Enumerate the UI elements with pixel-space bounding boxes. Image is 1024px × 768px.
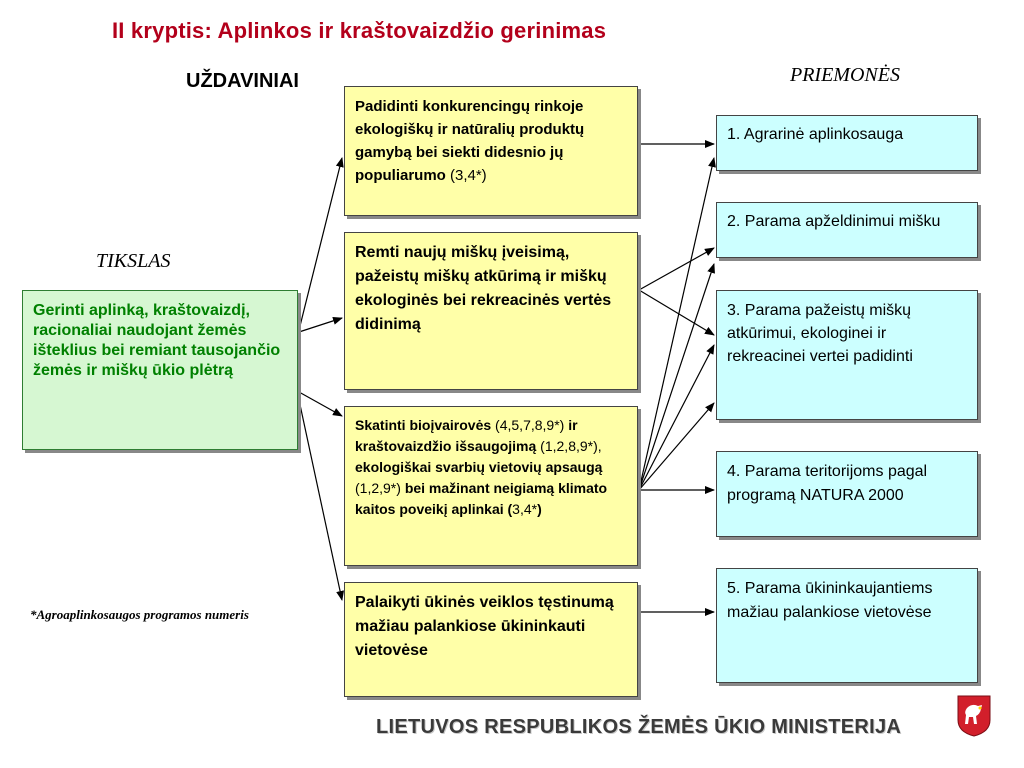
goal-box [22,290,298,450]
goal-heading: TIKSLAS [96,250,171,272]
coat-of-arms-icon [956,694,992,738]
arrow-task3-m3 [639,345,714,490]
task-4-text: Palaikyti ūkinės veiklos tęstinumą mažiau palankiose ūkininkauti vietovėse [355,594,614,659]
measure-box-5 [716,568,978,683]
task-3-codes: (1,2,8,9*), [536,438,602,454]
arrow-goal-task2 [299,318,342,332]
task-3-part: Skatinti bioįvairovės [355,417,492,433]
task-2-text: Remti naujų miškų įveisimą, pažeistų miškų atkūrimą ir miškų ekologinės bei rekreacinės vertės didinimą [355,244,612,333]
measure-2-text: 2. Parama apželdinimui mišku [727,213,941,230]
ministry-name: LIETUVOS RESPUBLIKOS ŽEMĖS ŪKIO MINISTERIJA [376,716,902,738]
task-3-part: ) [537,501,542,517]
task-box-2 [344,232,638,390]
measure-box-3 [716,290,978,420]
task-box-4 [344,582,638,697]
measure-3-text: 3. Parama pažeistų miškų atkūrimui, ekologinei ir rekreacinei vertei padidinti [727,302,913,365]
task-3-part: ekologiškai svarbių vietovių apsaugą [355,459,603,475]
measure-1-text: 1. Agrarinė aplinkosauga [727,126,904,143]
measures-heading: PRIEMONĖS [790,64,900,86]
task-3-part: ir kraštovaizdžio išsaugojimą [355,417,578,454]
task-box-3 [344,406,638,566]
measure-box-2 [716,202,978,258]
task-3-codes: 3,4* [512,501,538,517]
arrow-task3-m3b [639,403,714,490]
arrow-task2-m2 [639,248,714,290]
tasks-heading: UŽDAVINIAI [186,70,299,92]
measure-box-4 [716,451,978,537]
arrow-goal-task4 [299,400,342,600]
measure-box-1 [716,115,978,171]
task-3-part: bei mažinant neigiamą klimato kaitos poveikį aplinkai ( [355,480,608,517]
arrow-task3-m1 [639,158,714,490]
task-1-text: Padidinti konkurencingų rinkoje ekologiškų ir natūralių produktų gamybą bei siekti didesnio jų populiarumo [355,98,585,184]
measure-4-text: 4. Parama teritorijoms pagal programą NATURA 2000 [727,463,928,504]
task-3-codes: (1,2,9*) [355,480,405,496]
arrow-goal-task1 [299,158,342,330]
goal-text: Gerinti aplinką, kraštovaizdį, racionaliai naudojant žemės išteklius bei remiant tausojančio žemės ir miškų ūkio plėtrą [33,302,281,379]
task-1-codes: (3,4*) [445,167,487,184]
footnote: *Agroaplinkosaugos programos numeris [30,607,249,622]
arrow-goal-task3 [299,392,342,416]
task-3-codes: (4,5,7,8,9*) [491,417,569,433]
slide-title: II kryptis: Aplinkos ir kraštovaizdžio gerinimas [112,18,607,43]
task-box-1 [344,86,638,216]
measure-5-text: 5. Parama ūkininkaujantiems mažiau palankiose vietovėse [727,580,933,621]
arrow-task3-m2 [639,264,714,490]
